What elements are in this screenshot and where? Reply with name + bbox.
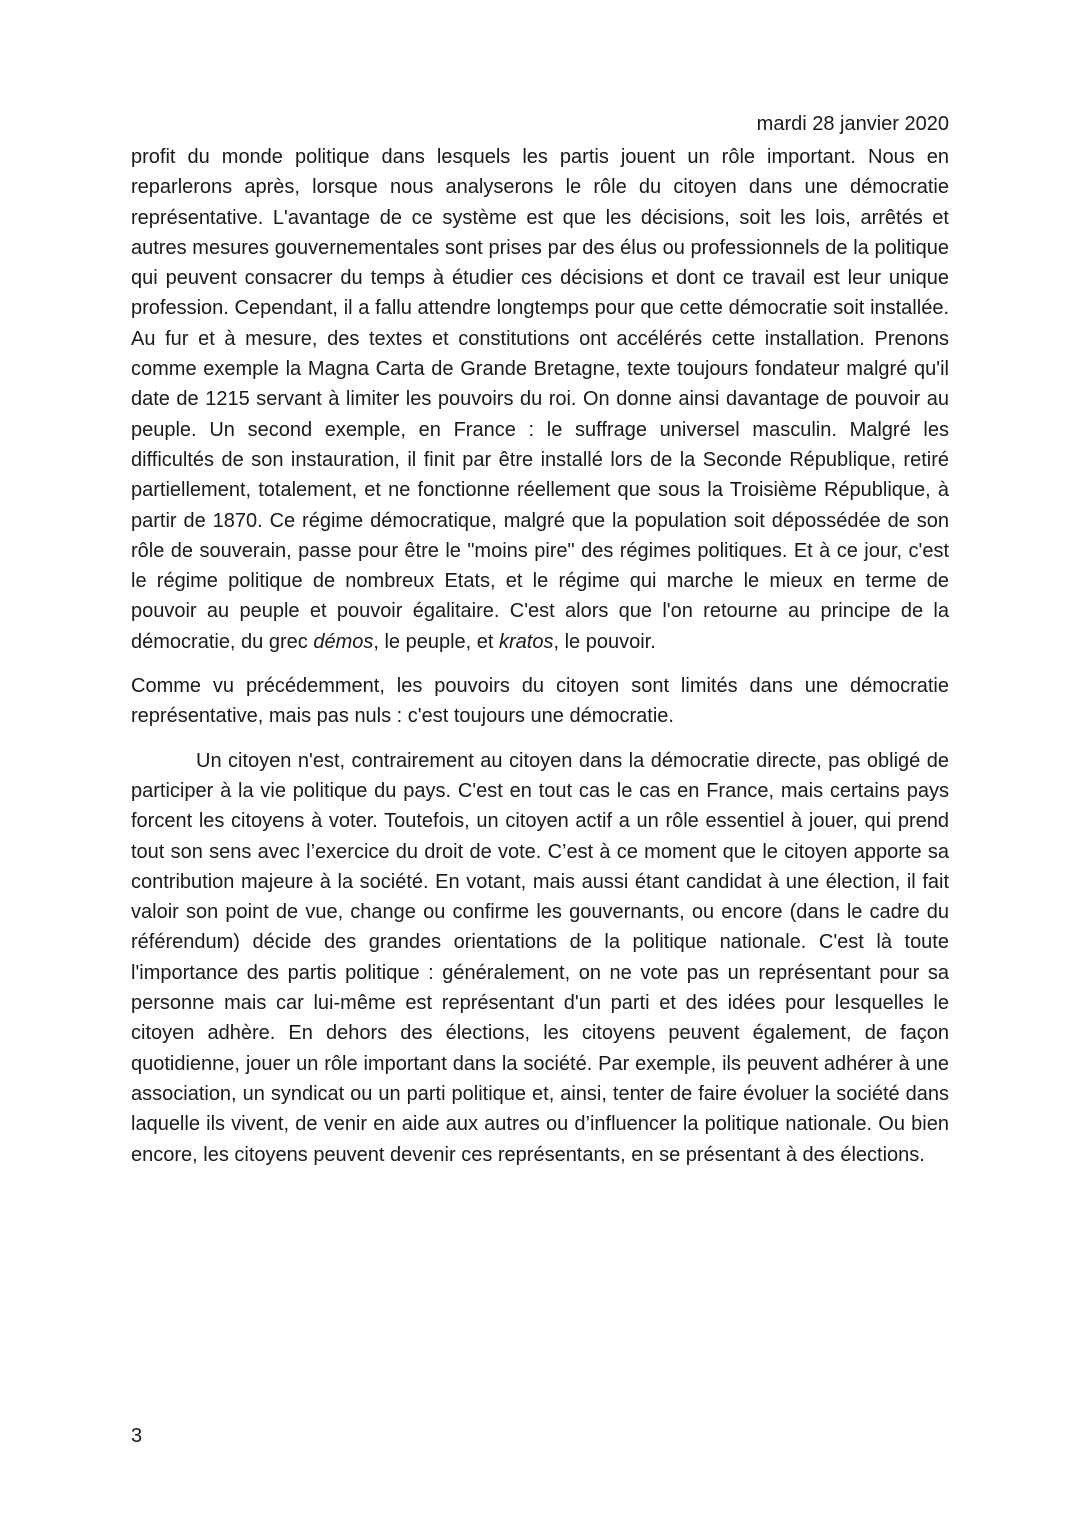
paragraph-1 [131,142,949,657]
paragraph-3: Un citoyen n'est, contrairement au citoyen dans la démocratie directe, pas obligé de participer à la vie politique du pays. C'est en tout cas le cas en France, mais certains pays forcent les citoyens à voter. Toutefois, un citoyen actif a un rôle essentiel à jouer, qui prend tout son sens avec l’exercice du droit de vote. C’est à ce moment que le citoyen apporte sa contribution majeure à la société. En votant, mais aussi étant candidat à une élection, il fait valoir son point de vue, change ou confirme les gouvernants, ou encore (dans le cadre du référendum) décide des grandes orientations de la politique nationale. C'est là toute l'importance des partis politique : généralement, on ne vote pas un représentant pour sa personne mais car lui-même est représentant d'un parti et des idées pour lesquelles le citoyen adhère. En dehors des élections, les citoyens peuvent également, de façon quotidienne, jouer un rôle important dans la société. Par exemple, ils peuvent adhérer à une association, un syndicat ou un parti politique et, ainsi, tenter de faire évoluer la société dans laquelle ils vivent, de venir en aide aux autres ou d’influencer la politique nationale. Ou bien encore, les citoyens peuvent devenir ces représentants, en se présentant à des élections. [131,749,949,1166]
paragraph-1-text-a: profit du monde politique dans lesquels les partis jouent un rôle important. Nous en reparlerons après, lorsque nous analyserons le rôle du citoyen dans une démocratie représentative. L'avantage de ce système est que les décisions, soit les lois, arrêtés et autres mesures gouvernementales sont prises par des élus ou professionnels de la politique qui peuvent consacrer du temps à étudier ces décisions et dont ce travail est leur unique profession. Cependant, il a fallu attendre longtemps pour que cette démocratie soit installée. Au fur et à mesure, des textes et constitutions ont accélérés cette installation. Prenons comme exemple la Magna Carta de Grande Bretagne, texte toujours fondateur malgré qu'il date de 1215 servant à limiter les pouvoirs du roi. On donne ainsi davantage de pouvoir au peuple. Un second exemple, en France : le suffrage universel masculin. Malgré les difficultés de son instauration, il finit par être installé lors de la Seconde République, retiré partiellement, totalement, et ne fonctionne réellement que sous la Troisième République, à partir de 1870. Ce régime démocratique, malgré que la population soit dépossédée de son rôle de souverain, passe pour être le "moins pire" des régimes politiques. Et à ce jour, c'est le régime politique de nombreux Etats, et le régime qui marche le mieux en terme de pouvoir au peuple et pouvoir égalitaire. C'est alors que l'on retourne au principe de la démocratie, du grec [131,146,949,653]
paragraph-1-text-c: , le pouvoir. [553,630,656,653]
page-number: 3 [131,1425,143,1447]
paragraph-2: Comme vu précédemment, les pouvoirs du citoyen sont limités dans une démocratie représentative, mais pas nuls : c'est toujours une démocratie. [131,675,949,728]
term-demos: démos [313,630,374,653]
paragraph-1-text-b: , le peuple, et [373,630,500,653]
term-kratos: kratos [499,630,554,653]
document-body [131,142,949,1184]
page-date: mardi 28 janvier 2020 [756,113,949,135]
